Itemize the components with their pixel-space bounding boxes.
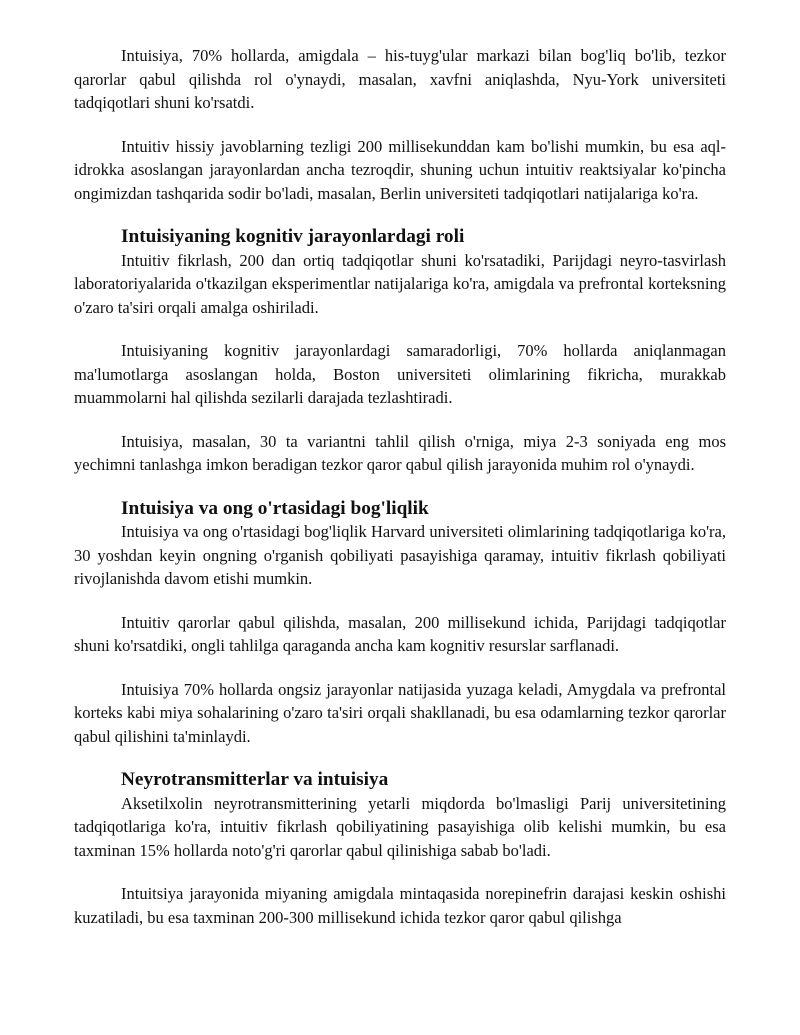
paragraph-acetylcholine: Aksetilxolin neyrotransmitterining yetarli miqdorda bo'lmasligi Parij universitetining tadqiqotlariga ko'ra, intuitiv fikrlash qobiliyatining pasayishiga olib kelishi mumkin, bu esa taxminan 15% hollarda noto'g'ri qarorlar qabul qilinishiga sabab bo'ladi. xyxy=(74,793,726,860)
heading-consciousness-link: Intuisiya va ong o'rtasidagi bog'liqlik xyxy=(121,497,429,519)
paragraph-decision-speed: Intuisiya, masalan, 30 ta variantni tahlil qilish o'rniga, miya 2-3 soniyada eng mos yechimni tanlashga imkon beradigan tezkor qaror qabul qilish jarayonida muhim rol o'ynaydi. xyxy=(74,431,726,474)
paragraph-unconscious: Intuisiya 70% hollarda ongsiz jarayonlar natijasida yuzaga keladi, Amygdala va prefrontal korteks kabi miya sohalarining o'zaro ta'siri orqali shakllanadi, bu esa odamlarning tezkor qarorlar qabul qilishini ta'minlaydi. xyxy=(74,679,726,746)
paragraph-cognitive-resources: Intuitiv qarorlar qabul qilishda, masalan, 200 millisekund ichida, Parijdagi tadqiqotlar shuni ko'rsatdiki, ongli tahlilga qaraganda ancha kam kognitiv resurslar sarflanadi. xyxy=(74,612,726,655)
paragraph-response-speed: Intuitiv hissiy javoblarning tezligi 200 millisekunddan kam bo'lishi mumkin, bu esa aql-idrokka asoslangan jarayonlardan ancha tezroqdir, shuning uchun intuitiv reaktsiyalar ko'pincha ongimizdan tashqarida sodir bo'ladi, masalan, Berlin universiteti tadqiqotlari natijalariga ko'ra. xyxy=(74,136,726,203)
paragraph-efficiency: Intuisiyaning kognitiv jarayonlardagi samaradorligi, 70% hollarda aniqlanmagan ma'lumotlarga asoslangan holda, Boston universiteti olimlarining fikricha, murakkab muammolarni hal qilishda sezilarli darajada tezlashtiradi. xyxy=(74,341,726,407)
paragraph-norepinephrine: Intuitsiya jarayonida miyaning amigdala mintaqasida norepinefrin darajasi keskin oshishi kuzatiladi, bu esa taxminan 200-300 millisekund ichida tezkor qaror qabul qilishga xyxy=(74,884,726,927)
heading-cognitive-role: Intuisiyaning kognitiv jarayonlardagi roli xyxy=(121,226,465,247)
paragraph-neuroimaging: Intuitiv fikrlash, 200 dan ortiq tadqiqotlar shuni ko'rsatadiki, Parijdagi neyro-tasvirlash laboratoriyalarida o'tkazilgan eksperimentlar natijalariga ko'ra, amigdala va prefrontal korteksning o'zaro ta'siri orqali amalga oshiriladi. xyxy=(74,250,726,317)
paragraph-harvard: Intuisiya va ong o'rtasidagi bog'liqlik Harvard universiteti olimlarining tadqiqotlariga ko'ra, 30 yoshdan keyin ongning o'rganish qobiliyati pasayishiga qaramay, intuitiv fikrlash qobiliyati rivojlanishda davom etishi mumkin. xyxy=(74,522,726,588)
heading-neurotransmitters: Neyrotransmitterlar va intuisiya xyxy=(121,769,389,790)
paragraph-amygdala-intro: Intuisiya, 70% hollarda, amigdala – his-tuyg'ular markazi bilan bog'liq bo'lib, tezkor qarorlar qabul qilishda rol o'ynaydi, masalan, xavfni aniqlashda, Nyu-York universiteti tadqiqotlari shuni ko'rsatdi. xyxy=(74,46,726,112)
document-page xyxy=(74,44,726,949)
